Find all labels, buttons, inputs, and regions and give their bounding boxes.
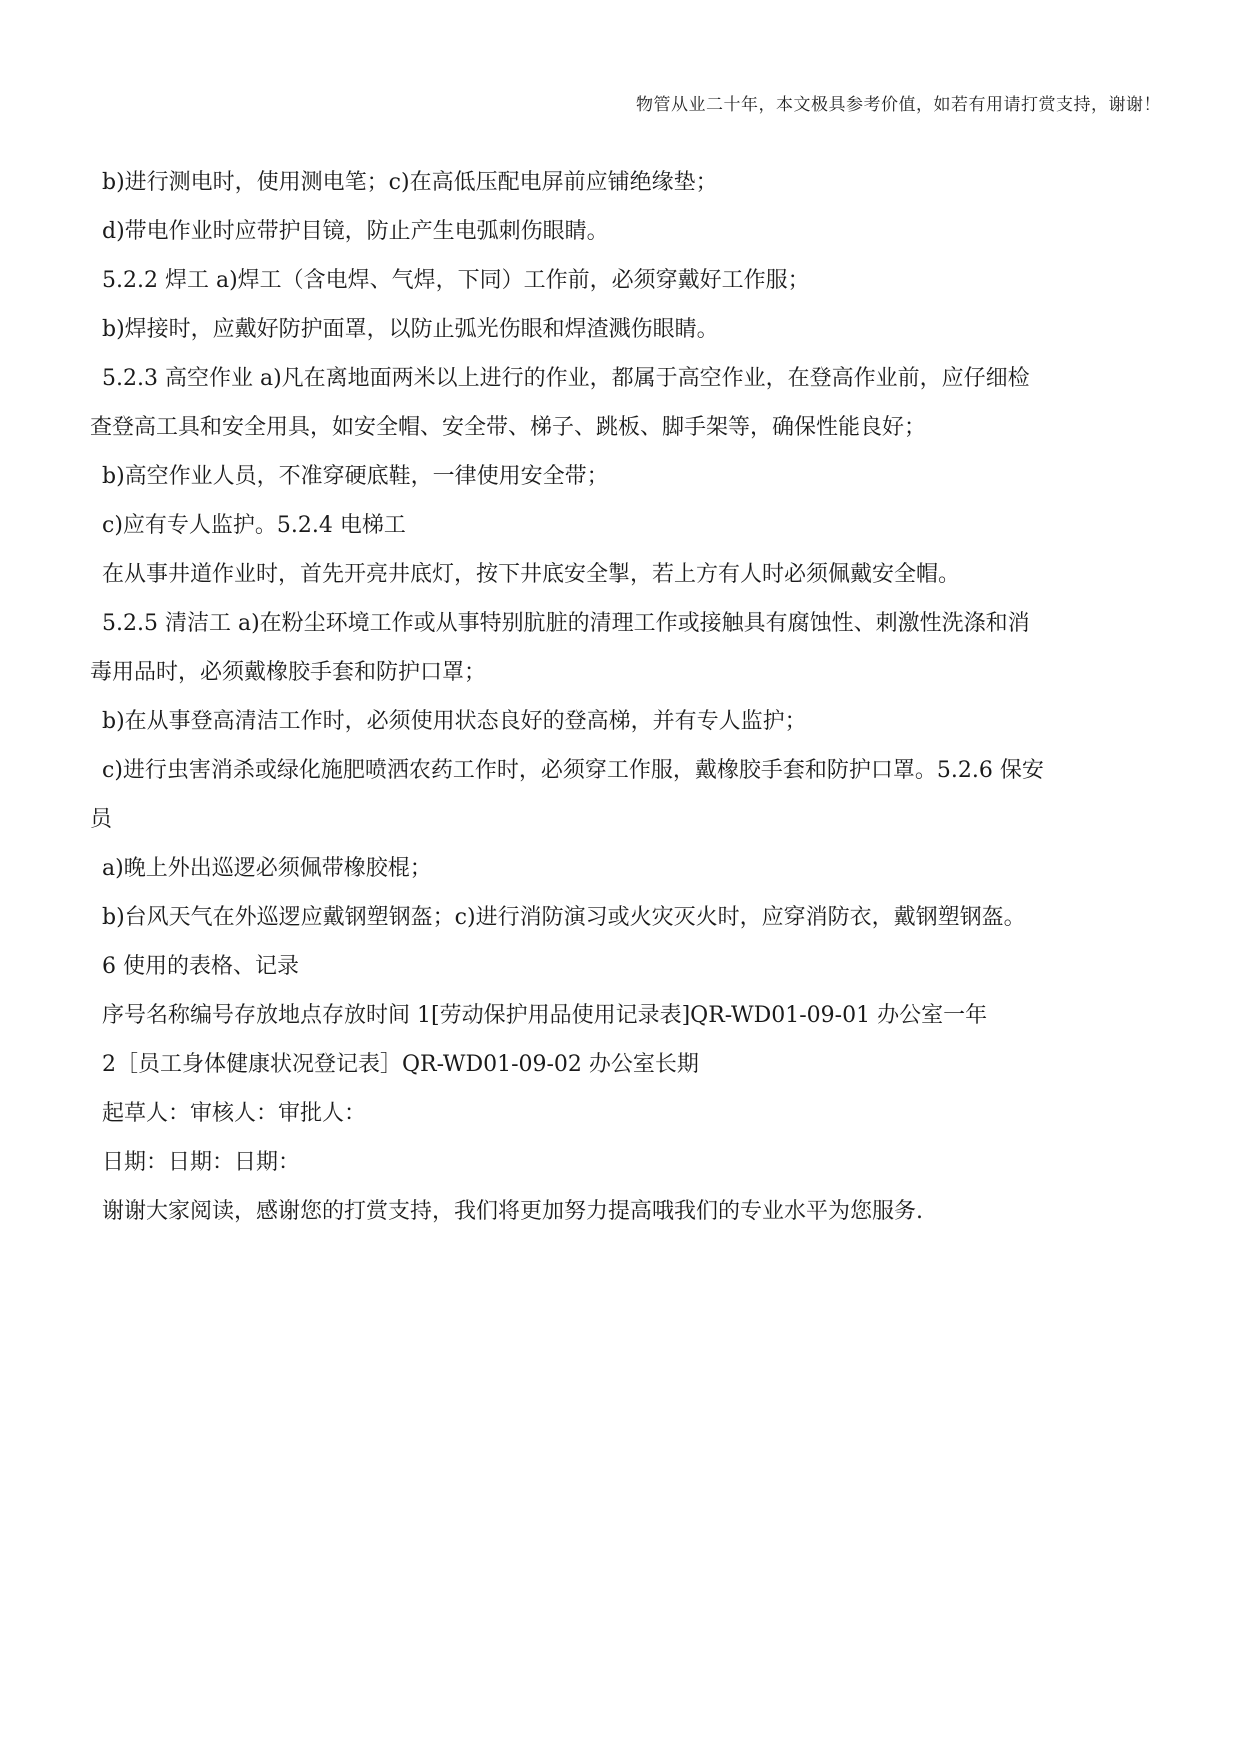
paragraph-line: b)台风天气在外巡逻应戴钢塑钢盔；c)进行消防演习或火灾灭火时，应穿消防衣，戴钢塑钢盔。 xyxy=(102,905,1026,930)
paragraph-line: 员 xyxy=(90,807,113,832)
document-body xyxy=(90,158,1165,1236)
paragraph-line: 毒用品时，必须戴橡胶手套和防护口罩； xyxy=(90,660,487,685)
paragraph-line: b)进行测电时，使用测电笔；c)在高低压配电屏前应铺绝缘垫； xyxy=(102,170,718,195)
date-line: 日期：日期：日期： xyxy=(102,1150,301,1175)
paragraph-line: b)在从事登高清洁工作时，必须使用状态良好的登高梯，并有专人监护； xyxy=(102,709,807,734)
paragraph-line: 5.2.5 清洁工 a)在粉尘环境工作或从事特别肮脏的清理工作或接触具有腐蚀性、刺激性洗涤和消 xyxy=(102,611,1030,636)
paragraph-line: 序号名称编号存放地点存放时间 1[劳动保护用品使用记录表]QR-WD01-09-01 办公室一年 xyxy=(102,1003,988,1028)
closing-line: 谢谢大家阅读，感谢您的打赏支持，我们将更加努力提高哦我们的专业水平为您服务. xyxy=(102,1199,923,1224)
paragraph-line: d)带电作业时应带护目镜，防止产生电弧刺伤眼睛。 xyxy=(102,219,609,244)
paragraph-line: c)进行虫害消杀或绿化施肥喷洒农药工作时，必须穿工作服，戴橡胶手套和防护口罩。5.2.6 保安 xyxy=(102,758,1044,783)
paragraph-line: 查登高工具和安全用具，如安全帽、安全带、梯子、跳板、脚手架等，确保性能良好； xyxy=(90,415,927,440)
paragraph-line: 5.2.2 焊工 a)焊工（含电焊、气焊，下同）工作前，必须穿戴好工作服； xyxy=(102,268,810,293)
signature-line: 起草人：审核人：审批人： xyxy=(102,1101,367,1126)
paragraph-line: b)高空作业人员，不准穿硬底鞋，一律使用安全带； xyxy=(102,464,609,489)
section-heading: 6 使用的表格、记录 xyxy=(102,954,299,979)
paragraph-line: b)焊接时，应戴好防护面罩，以防止弧光伤眼和焊渣溅伤眼睛。 xyxy=(102,317,719,342)
paragraph-line: 5.2.3 高空作业 a)凡在离地面两米以上进行的作业，都属于高空作业，在登高作业前，应仔细检 xyxy=(102,366,1030,391)
paragraph-line: c)应有专人监护。5.2.4 电梯工 xyxy=(102,513,406,538)
paragraph-line: 2［员工身体健康状况登记表］QR-WD01-09-02 办公室长期 xyxy=(102,1052,699,1077)
paragraph-line: 在从事井道作业时，首先开亮井底灯，按下井底安全掣，若上方有人时必须佩戴安全帽。 xyxy=(102,562,961,587)
paragraph-line: a)晚上外出巡逻必须佩带橡胶棍； xyxy=(102,856,432,881)
header-note: 物管从业二十年，本文极具参考价值，如若有用请打赏支持，谢谢！ xyxy=(636,95,1161,115)
